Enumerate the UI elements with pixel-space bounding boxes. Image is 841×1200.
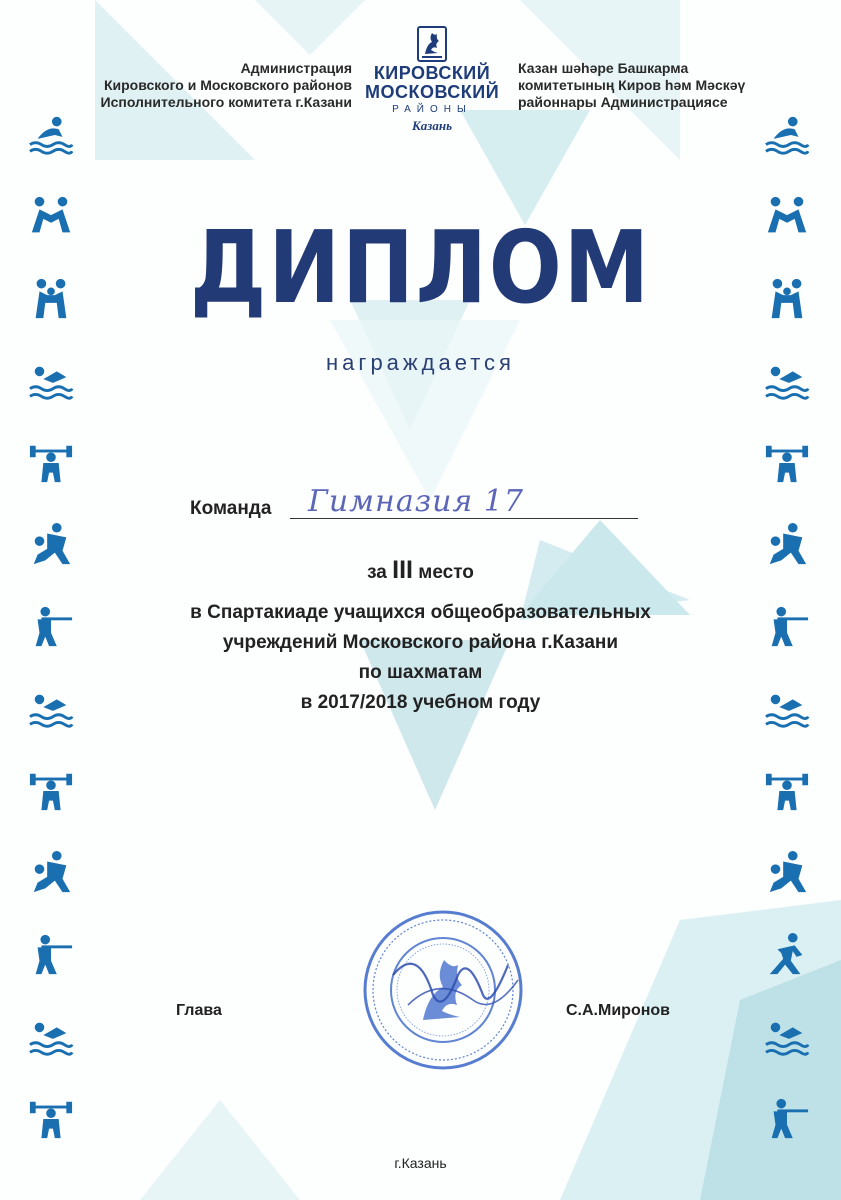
wrestling-icon (28, 194, 74, 240)
boxing-icon (764, 276, 810, 322)
place-line (0, 556, 841, 585)
boxing-icon (28, 276, 74, 322)
header-right-line: комитетының Киров һәм Мәскәү (518, 77, 746, 93)
running-icon (764, 932, 810, 978)
team-handwritten-value: Гимназия 17 (308, 484, 524, 519)
reason-line: в 2017/2018 учебном году (300, 692, 541, 713)
logo-line-2: МОСКОВСКИЙ (365, 82, 500, 102)
official-stamp-icon (358, 905, 528, 1075)
header-left-line: Исполнительного комитета г.Казани (100, 94, 352, 110)
swimmer-icon (28, 112, 74, 158)
swimming-icon (764, 1014, 810, 1060)
logo-line-4: Казань (411, 118, 453, 133)
header-right-line: районнары Администрациясе (518, 94, 728, 110)
district-logo (365, 26, 499, 134)
shooting-icon (28, 932, 74, 978)
judo-icon (28, 522, 74, 568)
team-label: Команда (190, 498, 272, 519)
weightlifting-icon (28, 768, 74, 814)
reason-line: по шахматам (358, 662, 483, 683)
team-row (190, 484, 660, 524)
award-reason (0, 598, 841, 718)
logo-line-1: КИРОВСКИЙ (373, 63, 491, 83)
wrestling-icon (764, 194, 810, 240)
swimming-icon (764, 358, 810, 404)
place-prefix: за (367, 562, 387, 583)
judo-icon (764, 850, 810, 896)
weightlifting-icon (28, 440, 74, 486)
judo-icon (764, 522, 810, 568)
judo-icon (28, 850, 74, 896)
swimmer-icon (764, 112, 810, 158)
header-right-line: Казан шәһәре Башкарма (518, 60, 689, 76)
swimming-icon (764, 686, 810, 732)
signature-role: Глава (176, 1002, 222, 1019)
reason-line: учреждений Московского района г.Казани (222, 632, 619, 653)
logo-line-3: РАЙОНЫ (392, 104, 472, 115)
swimming-icon (28, 686, 74, 732)
header-right-org (518, 60, 818, 111)
header-left-line: Администрация (240, 60, 352, 76)
shooting-icon (764, 1096, 810, 1142)
swimming-icon (28, 358, 74, 404)
header-left-line: Кировского и Московского районов (103, 77, 352, 93)
signature-name: С.А.Миронов (566, 1002, 670, 1019)
diploma-title: ДИПЛОМ (189, 209, 651, 326)
header-left-org (32, 60, 352, 111)
swimming-icon (28, 1014, 74, 1060)
reason-line: в Спартакиаде учащихся общеобразовательных (190, 602, 651, 623)
weightlifting-icon (764, 440, 810, 486)
place-suffix: место (418, 562, 474, 583)
city-label: г.Казань (394, 1155, 447, 1171)
kazan-dragon-emblem-icon (417, 26, 447, 62)
shooting-icon (28, 604, 74, 650)
weightlifting-icon (764, 768, 810, 814)
shooting-icon (764, 604, 810, 650)
awarded-subtitle: награждается (326, 350, 515, 375)
weightlifting-icon (28, 1096, 74, 1142)
place-roman-number: III (392, 556, 413, 584)
